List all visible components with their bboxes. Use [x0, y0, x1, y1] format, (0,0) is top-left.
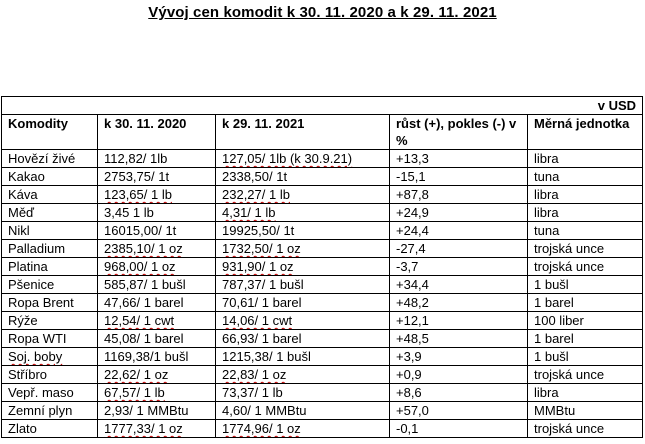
commodity-name-cell	[2, 168, 98, 186]
commodity-name-cell	[2, 186, 98, 204]
price-2020: 22,62/ 1 oz	[104, 367, 169, 382]
price-2021: 22,83/ 1 oz	[222, 367, 287, 382]
price-2021-cell	[216, 186, 390, 204]
unit-cell	[528, 222, 643, 240]
table-row	[2, 330, 643, 348]
price-2020: 585,87/ 1 bušl	[104, 277, 186, 292]
price-2021-cell	[216, 240, 390, 258]
price-2020: 16015,00/ 1t	[104, 223, 177, 238]
price-2021: 2338,50/ 1t	[222, 169, 288, 184]
unit: 1 bušl	[534, 277, 569, 292]
commodity-name: Stříbro	[8, 367, 48, 382]
commodity-table	[1, 96, 643, 438]
unit: MMBtu	[534, 403, 576, 418]
commodity-name: Zlato	[8, 421, 37, 436]
change-percent-cell	[390, 348, 528, 366]
change-percent: +48,5	[396, 331, 429, 346]
table-row	[2, 258, 643, 276]
change-percent-cell	[390, 258, 528, 276]
commodity-name: Palladium	[8, 241, 66, 256]
commodity-name: Káva	[8, 187, 38, 202]
commodity-name: Hovězí živé	[8, 151, 76, 166]
price-2021-cell	[216, 420, 390, 438]
price-2020-cell	[98, 294, 216, 312]
commodity-name-cell	[2, 222, 98, 240]
price-2020-cell	[98, 222, 216, 240]
commodity-name-cell	[2, 150, 98, 168]
price-2021: 931,90/ 1 oz	[222, 259, 294, 274]
price-2021: 70,61/ 1 barel	[222, 295, 302, 310]
change-percent-cell	[390, 312, 528, 330]
unit: libra	[534, 187, 559, 202]
price-2021: 19925,50/ 1t	[222, 223, 295, 238]
price-2020: 2,93/ 1 MMBtu	[104, 403, 189, 418]
change-percent-cell	[390, 384, 528, 402]
unit-cell	[528, 402, 643, 420]
change-percent: +8,6	[396, 385, 422, 400]
price-2020-cell	[98, 240, 216, 258]
table-row	[2, 312, 643, 330]
price-2020-cell	[98, 150, 216, 168]
change-percent: +3,9	[396, 349, 422, 364]
table-row	[2, 222, 643, 240]
unit-cell	[528, 312, 643, 330]
price-2020-cell	[98, 420, 216, 438]
unit: trojská unce	[534, 241, 605, 256]
price-2020-cell	[98, 186, 216, 204]
change-percent-cell	[390, 276, 528, 294]
commodity-name: Nikl	[8, 223, 30, 238]
unit-cell	[528, 294, 643, 312]
change-percent-cell	[390, 294, 528, 312]
unit: trojská unce	[534, 421, 605, 436]
change-percent-cell	[390, 366, 528, 384]
change-percent: -15,1	[396, 169, 426, 184]
commodity-name: Pšenice	[8, 277, 55, 292]
price-2021: 66,93/ 1 barel	[222, 331, 302, 346]
header-date-2020: k 30. 11. 2020	[98, 115, 216, 150]
commodity-name: Vepř. maso	[8, 385, 74, 400]
unit: trojská unce	[534, 259, 605, 274]
commodity-name-cell	[2, 366, 98, 384]
price-2020-cell	[98, 330, 216, 348]
price-2021-cell	[216, 222, 390, 240]
commodity-name-cell	[2, 258, 98, 276]
change-percent: +13,3	[396, 151, 429, 166]
price-2020: 47,66/ 1 barel	[104, 295, 184, 310]
header-unit: Měrná jednotka	[528, 115, 643, 150]
commodity-name: Rýže	[8, 313, 38, 328]
change-percent-cell	[390, 420, 528, 438]
commodity-name-cell	[2, 420, 98, 438]
price-2021-cell	[216, 168, 390, 186]
change-percent: +24,4	[396, 223, 429, 238]
unit-cell	[528, 330, 643, 348]
price-2020: 45,08/ 1 barel	[104, 331, 184, 346]
price-2021-cell	[216, 312, 390, 330]
commodity-name-cell	[2, 348, 98, 366]
unit-cell	[528, 186, 643, 204]
page-title: Vývoj cen komodit k 30. 11. 2020 a k 29. 11. 2021	[148, 4, 497, 21]
commodity-name: Platina	[8, 259, 48, 274]
price-2021: 73,37/ 1 lb	[222, 385, 283, 400]
commodity-name: Ropa Brent	[8, 295, 74, 310]
change-percent: +57,0	[396, 403, 429, 418]
header-change: růst (+), pokles (-) v %	[390, 115, 528, 150]
unit-cell	[528, 204, 643, 222]
unit-cell	[528, 168, 643, 186]
commodity-name-cell	[2, 276, 98, 294]
unit-cell	[528, 384, 643, 402]
unit: trojská unce	[534, 367, 605, 382]
change-percent: -0,1	[396, 421, 419, 436]
unit: 100 liber	[534, 313, 584, 328]
price-2020: 2753,75/ 1t	[104, 169, 170, 184]
unit-cell	[528, 150, 643, 168]
price-2020: 2385,10/ 1 oz	[104, 241, 183, 256]
header-date-2021: k 29. 11. 2021	[216, 115, 390, 150]
price-2021: 787,37/ 1 bušl	[222, 277, 304, 292]
price-2020-cell	[98, 402, 216, 420]
change-percent-cell	[390, 204, 528, 222]
price-2021: 1215,38/ 1 bušl	[222, 349, 311, 364]
commodity-name: Soj. boby	[8, 349, 63, 364]
price-2021-cell	[216, 402, 390, 420]
commodity-name-cell	[2, 294, 98, 312]
table-row	[2, 276, 643, 294]
unit: 1 barel	[534, 331, 574, 346]
commodity-name-cell	[2, 402, 98, 420]
price-2020-cell	[98, 258, 216, 276]
unit-cell	[528, 420, 643, 438]
change-percent: +34,4	[396, 277, 429, 292]
price-2021-cell	[216, 348, 390, 366]
price-2021-cell	[216, 294, 390, 312]
price-2020: 12,54/ 1 cwt	[104, 313, 175, 328]
table-row	[2, 402, 643, 420]
price-2021: 1732,50/ 1 oz	[222, 241, 301, 256]
header-row	[2, 115, 643, 150]
table-row	[2, 150, 643, 168]
change-percent-cell	[390, 402, 528, 420]
change-percent: +48,2	[396, 295, 429, 310]
currency-row	[2, 97, 643, 115]
unit-cell	[528, 348, 643, 366]
change-percent-cell	[390, 168, 528, 186]
price-2021: 1774,96/ 1 oz	[222, 421, 301, 436]
change-percent-cell	[390, 150, 528, 168]
change-percent: +12,1	[396, 313, 429, 328]
change-percent: -3,7	[396, 259, 419, 274]
price-2021: 127,05/ 1lb (k 30.9.21)	[222, 151, 353, 166]
table-row	[2, 294, 643, 312]
change-percent: +87,8	[396, 187, 429, 202]
unit-cell	[528, 276, 643, 294]
commodity-name-cell	[2, 312, 98, 330]
table-row	[2, 420, 643, 438]
unit: 1 bušl	[534, 349, 569, 364]
price-2020: 112,82/ 1lb	[104, 151, 168, 166]
commodity-name: Zemní plyn	[8, 403, 73, 418]
price-2021-cell	[216, 366, 390, 384]
price-2021-cell	[216, 150, 390, 168]
table-row	[2, 168, 643, 186]
price-2020-cell	[98, 348, 216, 366]
unit: tuna	[534, 169, 560, 184]
price-2020: 123,65/ 1 lb	[104, 187, 172, 202]
price-2020-cell	[98, 168, 216, 186]
change-percent: -27,4	[396, 241, 426, 256]
price-2021-cell	[216, 330, 390, 348]
table-row	[2, 240, 643, 258]
price-2021-cell	[216, 276, 390, 294]
price-2020: 1169,38/1 bušl	[104, 349, 189, 364]
change-percent-cell	[390, 186, 528, 204]
price-2020-cell	[98, 276, 216, 294]
change-percent-cell	[390, 330, 528, 348]
price-2021: 4,60/ 1 MMBtu	[222, 403, 307, 418]
change-percent-cell	[390, 222, 528, 240]
unit: libra	[534, 151, 559, 166]
price-2020-cell	[98, 384, 216, 402]
price-2021: 14,06/ 1 cwt	[222, 313, 293, 328]
table-row	[2, 204, 643, 222]
unit: 1 barel	[534, 295, 574, 310]
unit: libra	[534, 385, 559, 400]
price-2021-cell	[216, 384, 390, 402]
unit: libra	[534, 205, 559, 220]
price-2020-cell	[98, 366, 216, 384]
change-percent-cell	[390, 240, 528, 258]
table-row	[2, 384, 643, 402]
table-row	[2, 348, 643, 366]
commodity-name-cell	[2, 384, 98, 402]
commodity-name-cell	[2, 240, 98, 258]
price-2020-cell	[98, 312, 216, 330]
price-2021: 4,31/ 1 lb	[222, 205, 276, 220]
price-2020: 67,57/ 1 lb	[104, 385, 165, 400]
unit-cell	[528, 366, 643, 384]
change-percent: +24,9	[396, 205, 429, 220]
change-percent: +0,9	[396, 367, 422, 382]
commodity-name: Ropa WTI	[8, 331, 67, 346]
currency-note: v USD	[2, 97, 643, 115]
header-commodity: Komodity	[2, 115, 98, 150]
table-row	[2, 186, 643, 204]
commodity-name: Kakao	[8, 169, 45, 184]
price-2020: 3,45 1 lb	[104, 205, 154, 220]
price-2021-cell	[216, 258, 390, 276]
price-2021-cell	[216, 204, 390, 222]
table-row	[2, 366, 643, 384]
price-2021: 232,27/ 1 lb	[222, 187, 290, 202]
unit: tuna	[534, 223, 560, 238]
price-2020: 1777,33/ 1 oz	[104, 421, 183, 436]
commodity-name-cell	[2, 204, 98, 222]
commodity-name-cell	[2, 330, 98, 348]
commodity-name: Měď	[8, 205, 35, 220]
unit-cell	[528, 240, 643, 258]
price-2020: 968,00/ 1 oz	[104, 259, 176, 274]
price-2020-cell	[98, 204, 216, 222]
unit-cell	[528, 258, 643, 276]
